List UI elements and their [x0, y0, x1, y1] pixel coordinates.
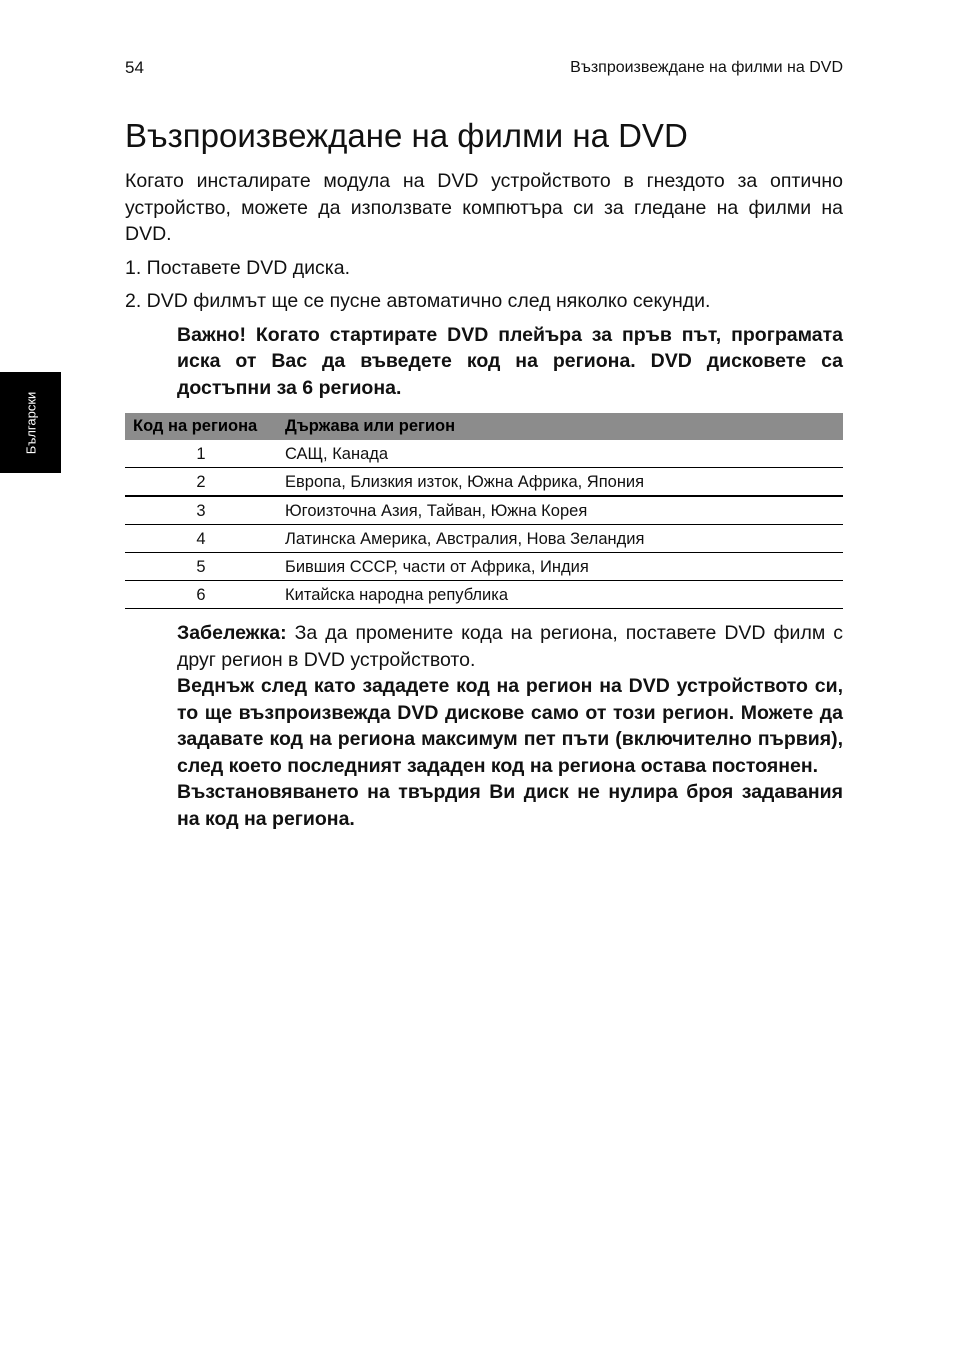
page-title: Възпроизвеждане на филми на DVD [125, 117, 688, 154]
note-text: За да промените кода на региона, поставете DVD филм с друг регион в DVD устройството. [177, 622, 843, 671]
step-2: 2. DVD филмът ще се пусне автоматично след няколко секунди. [125, 290, 711, 312]
header-country: Държава или регион [277, 413, 843, 440]
header-region-code: Код на региона [125, 413, 277, 440]
country-cell: Европа, Близкия изток, Южна Африка, Япония [277, 468, 843, 497]
important-notice: Важно! Когато стартирате DVD плейъра за пръв път, програмата иска от Вас да въведете код на региона. DVD дисковете са достъпни за 6 региона. [177, 323, 843, 399]
table-row [125, 525, 843, 553]
region-code-cell: 1 [125, 440, 277, 468]
country-cell: Бившия СССР, части от Африка, Индия [277, 553, 843, 581]
region-code-cell: 2 [125, 468, 277, 497]
country-cell: Латинска Америка, Австралия, Нова Зеландия [277, 525, 843, 553]
running-header: Възпроизвеждане на филми на DVD [570, 59, 843, 76]
region-code-cell: 5 [125, 553, 277, 581]
note-paragraph [177, 620, 843, 673]
page-content [125, 115, 843, 832]
region-code-cell: 6 [125, 581, 277, 609]
region-code-cell: 3 [125, 496, 277, 525]
table-row [125, 581, 843, 609]
country-cell: САЩ, Канада [277, 440, 843, 468]
language-side-tab-label: Български [23, 391, 38, 454]
note-label: Забележка: [177, 622, 287, 644]
table-header-row [125, 413, 843, 440]
region-code-cell: 4 [125, 525, 277, 553]
disk-reset-warning: Възстановяването на твърдия Ви диск не нулира броя задавания на код на региона. [177, 781, 843, 830]
region-lock-warning: Веднъж след като зададете код на регион на DVD устройството си, то ще възпроизвежда DVD дискове само от този регион. Можете да задавате код на региона максимум пет пъти (включително първия), след което последният зададен код на региона остава постоянен. [177, 675, 843, 777]
intro-paragraph: Когато инсталирате модула на DVD устройството в гнездото за оптично устройство, можете да използвате компютъра си за гледане на филми на DVD. [125, 170, 843, 245]
table-row [125, 468, 843, 497]
country-cell: Китайска народна република [277, 581, 843, 609]
table-row [125, 496, 843, 525]
table-row [125, 440, 843, 468]
step-1: 1. Поставете DVD диска. [125, 256, 350, 279]
region-code-table [125, 413, 843, 609]
country-cell: Югоизточна Азия, Тайван, Южна Корея [277, 496, 843, 525]
table-row [125, 553, 843, 581]
page-number: 54 [125, 58, 144, 77]
note-block [177, 620, 843, 832]
language-side-tab [0, 372, 61, 473]
